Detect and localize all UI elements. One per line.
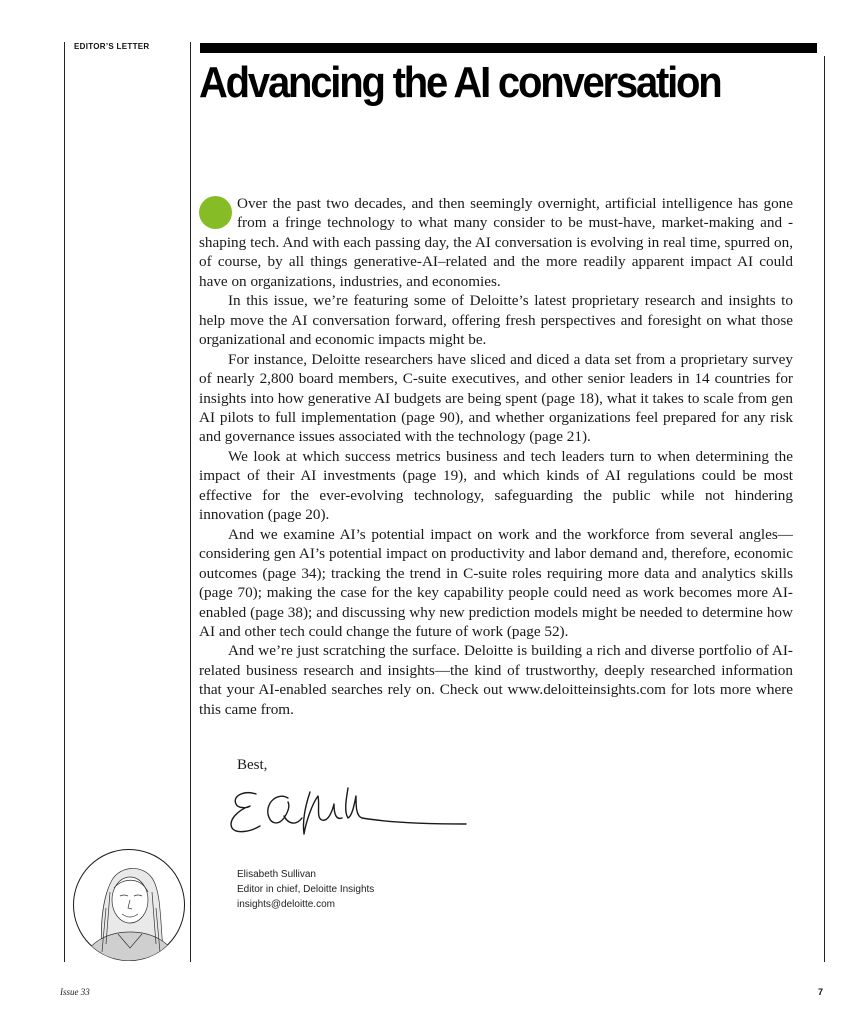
green-dot-icon <box>199 196 232 229</box>
article-body <box>199 194 793 719</box>
title-top-bar <box>200 43 817 53</box>
closing-salutation: Best, <box>237 757 268 773</box>
handwritten-signature <box>226 782 471 840</box>
author-role: Editor in chief, Deloitte Insights <box>237 884 375 895</box>
paragraph-6: And we’re just scratching the surface. Deloitte is building a rich and diverse portfolio of AI-related business research and insights—the kind of trustworthy, deeply researched information that your AI-enabled searches rely on. Check out www.deloitteinsights.com for lots more where this came from. <box>199 642 793 718</box>
left-margin-rule <box>64 42 65 962</box>
column-divider-rule <box>190 42 191 962</box>
author-email: insights@deloitte.com <box>237 899 335 910</box>
right-margin-rule <box>824 56 825 962</box>
paragraph-3: For instance, Deloitte researchers have sliced and diced a data set from a proprietary survey of nearly 2,800 board members, C-suite executives, and other senior leaders in 14 countries for insights into how generative AI budgets are being spent (page 18), what it takes to scale from gen AI pilots to full implementation (page 90), and whether organizations feel prepared for any risk and governance issues associated with the technology (page 21). <box>199 350 793 446</box>
paragraph-5: And we examine AI’s potential impact on work and the workforce from several angles—considering gen AI’s potential impact on productivity and labor demand and, therefore, economic outcomes (page 34); tracking the trend in C-suite roles requiring more data and analytics skills (page 70); making the case for the key capability people could need as work becomes more AI-enabled (page 38); and discussing why new prediction models might be needed to determine how AI and other tech could change the future of work (page 52). <box>199 525 793 640</box>
issue-number: Issue 33 <box>60 987 90 997</box>
paragraph-2: In this issue, we’re featuring some of Deloitte’s latest proprietary research and insights to help move the AI conversation forward, offering fresh perspectives and foresight on what those organizational and economic impacts might be. <box>199 292 793 349</box>
article-title: Advancing the AI conversation <box>199 59 721 107</box>
author-signature-block <box>237 867 374 912</box>
paragraph-1: Over the past two decades, and then seemingly overnight, artificial intelligence has gone from a fringe technology to what many consider to be must-have, market-making and -shaping tech. And with each passing day, the AI conversation is evolving in real time, spurred on, of course, by all things generative-AI–related and the more readily apparent impact AI could have on organizations, industries, and economies. <box>199 195 793 290</box>
paragraph-4: We look at which success metrics business and tech leaders turn to when determining the impact of their AI investments (page 19), and which kinds of AI regulations could be most effective for the ever-evolving technology, safeguarding the public while not hindering innovation (page 20). <box>199 447 793 524</box>
section-label: EDITOR’S LETTER <box>74 42 150 51</box>
author-name: Elisabeth Sullivan <box>237 869 316 880</box>
author-portrait-illustration <box>72 848 186 962</box>
page-number: 7 <box>818 987 824 997</box>
